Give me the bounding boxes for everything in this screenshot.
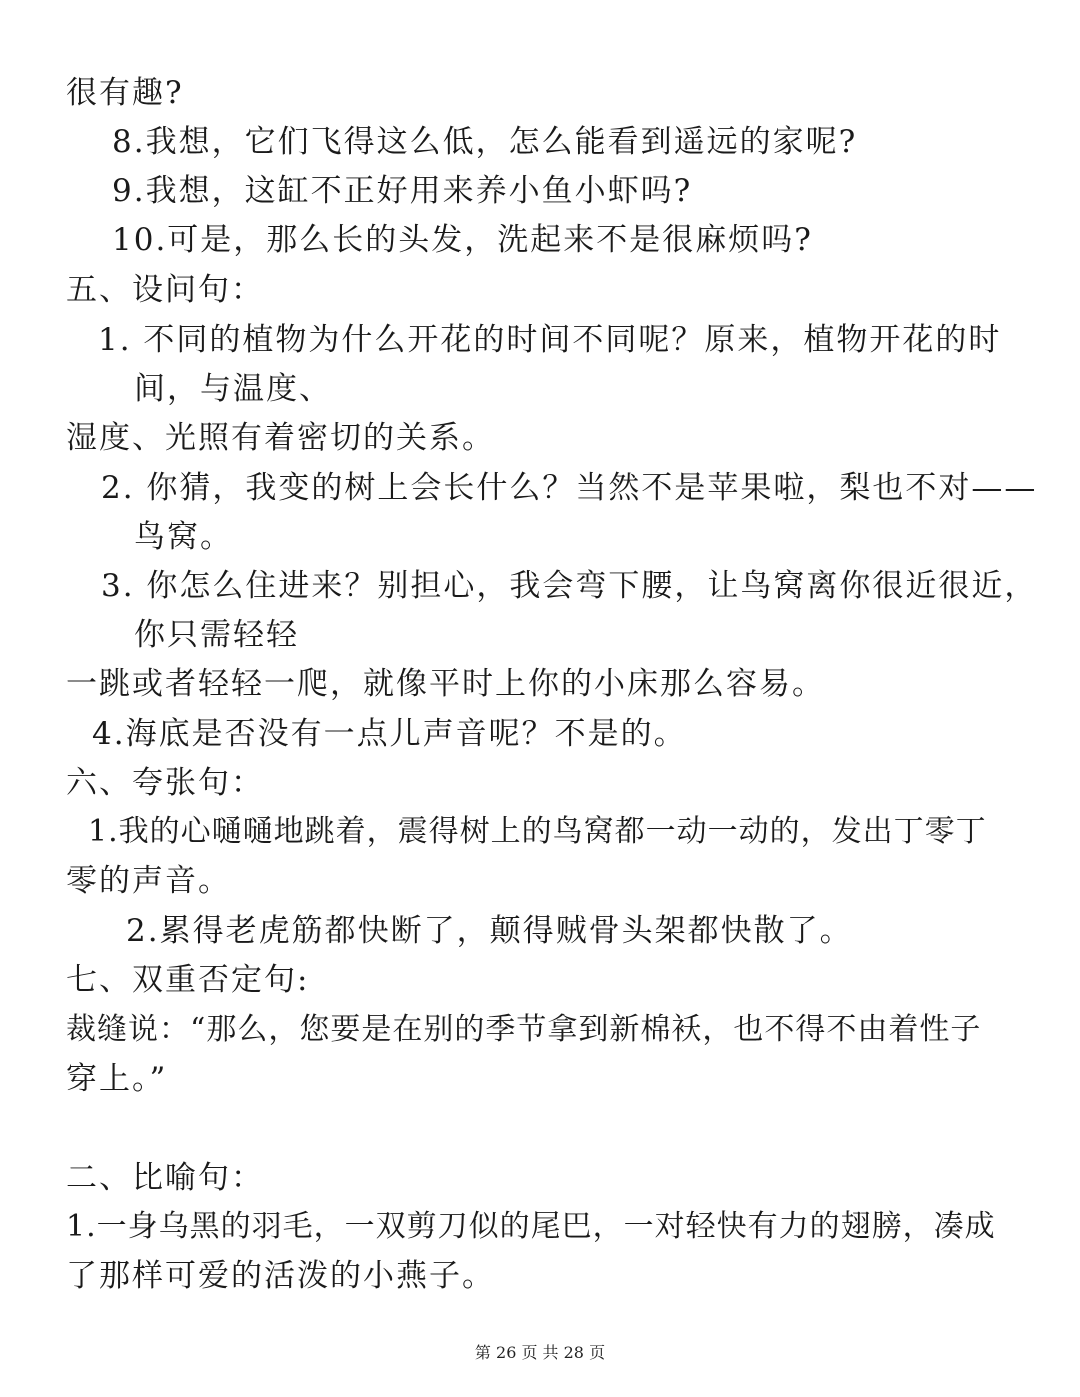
text-line: 很有趣? xyxy=(66,75,184,111)
text-line: 穿上。” xyxy=(66,1061,168,1097)
text-line: 9.我想，这缸不正好用来养小鱼小虾吗? xyxy=(112,173,693,209)
text-line: 1.我的心嗵嗵地跳着，震得树上的鸟窝都一动一动的，发出丁零丁 xyxy=(88,814,987,849)
text-line: 裁缝说：“那么，您要是在别的季节拿到新棉袄，也不得不由着性子 xyxy=(66,1012,982,1047)
text-line: 湿度、光照有着密切的关系。 xyxy=(66,420,495,456)
section-heading: 七、双重否定句: xyxy=(66,962,310,998)
text-line: 一跳或者轻轻一爬，就像平时上你的小床那么容易。 xyxy=(66,666,825,702)
section-heading: 二、比喻句： xyxy=(66,1160,264,1196)
section-heading: 五、设问句： xyxy=(66,272,264,308)
text-line: 间，与温度、 xyxy=(134,371,332,407)
text-line: 了那样可爱的活泼的小燕子。 xyxy=(66,1258,495,1294)
text-line: 零的声音。 xyxy=(66,863,231,899)
text-line: 3. 你怎么住进来？别担心，我会弯下腰，让鸟窝离你很近很近， xyxy=(101,568,1038,604)
text-line: 4.海底是否没有一点儿声音呢？不是的。 xyxy=(92,716,687,752)
text-line: 10.可是，那么长的头发，洗起来不是很麻烦吗? xyxy=(112,222,813,258)
text-line: 2.累得老虎筋都快断了，颠得贼骨头架都快散了。 xyxy=(126,913,853,949)
text-line: 2. 你猜，我变的树上会长什么？当然不是苹果啦，梨也不对—— xyxy=(101,470,1038,506)
page-number-footer: 第 26 页 共 28 页 xyxy=(474,1343,606,1362)
text-line: 你只需轻轻 xyxy=(134,617,299,653)
text-line: 鸟窝。 xyxy=(134,519,233,555)
text-line: 1. 不同的植物为什么开花的时间不同呢？原来，植物开花的时 xyxy=(98,322,1002,358)
section-heading: 六、夸张句： xyxy=(66,765,264,801)
text-line: 8.我想，它们飞得这么低，怎么能看到遥远的家呢? xyxy=(112,124,858,160)
text-line: 1.一身乌黑的羽毛，一双剪刀似的尾巴，一对轻快有力的翅膀，凑成 xyxy=(66,1209,996,1244)
